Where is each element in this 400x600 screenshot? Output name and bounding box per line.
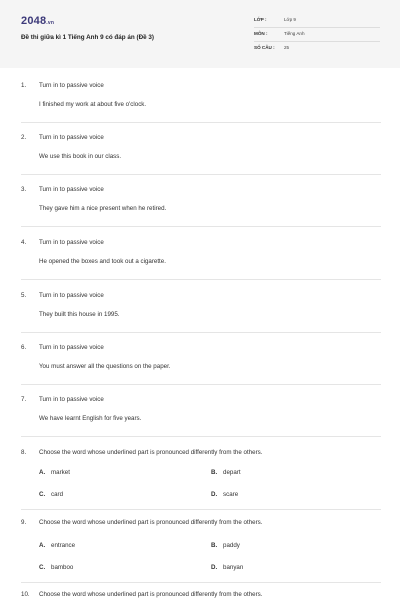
option-text: depart [223, 469, 241, 476]
option-letter: C. [39, 491, 46, 498]
question-number: 5. [21, 292, 27, 299]
question-sentence: We have learnt English for five years. [39, 415, 142, 422]
option-letter: A. [39, 542, 46, 549]
option-text: scare [223, 491, 239, 498]
exam-title: Đề thi giữa kì 1 Tiếng Anh 9 có đáp án (Đề 3) [21, 34, 154, 41]
question-number: 8. [21, 449, 27, 456]
option-text: market [51, 469, 70, 476]
meta-subject-label: MÔN : [254, 31, 268, 36]
question-prompt: Choose the word whose underlined part is pronounced differently from the others. [39, 519, 263, 526]
logo-sub: .vn [46, 20, 55, 26]
option-d[interactable] [211, 564, 243, 571]
question-prompt: Turn in to passive voice [39, 292, 104, 299]
option-d[interactable] [211, 491, 238, 498]
question-number: 4. [21, 239, 27, 246]
question-number: 10. [21, 591, 30, 598]
option-a[interactable] [39, 542, 75, 549]
question-sentence: He opened the boxes and took out a cigarette. [39, 258, 166, 265]
option-letter: D. [211, 491, 218, 498]
option-text: bamboo [51, 564, 74, 571]
option-letter: B. [211, 542, 218, 549]
divider [21, 436, 381, 437]
option-text: entrance [51, 542, 76, 549]
question-number: 7. [21, 396, 27, 403]
option-b[interactable] [211, 542, 240, 549]
meta-class-row [254, 14, 380, 28]
question-sentence: We use this book in our class. [39, 153, 122, 160]
question-sentence: You must answer all the questions on the paper. [39, 363, 171, 370]
option-b[interactable] [211, 469, 241, 476]
meta-count-row [254, 42, 380, 55]
divider [21, 509, 381, 510]
question-number: 1. [21, 82, 27, 89]
divider [21, 332, 381, 333]
option-text: card [51, 491, 64, 498]
meta-count-label: SỐ CÂU : [254, 45, 275, 50]
divider [21, 279, 381, 280]
question-prompt: Turn in to passive voice [39, 396, 104, 403]
question-number: 2. [21, 134, 27, 141]
divider [21, 384, 381, 385]
option-c[interactable] [39, 564, 73, 571]
question-number: 3. [21, 186, 27, 193]
question-prompt: Choose the word whose underlined part is pronounced differently from the others. [39, 591, 263, 598]
logo-main: 2048 [21, 15, 47, 27]
header [0, 0, 400, 68]
option-a[interactable] [39, 469, 70, 476]
question-number: 6. [21, 344, 27, 351]
meta-class-label: LỚP : [254, 17, 267, 22]
question-sentence: They gave him a nice present when he retired. [39, 205, 167, 212]
option-text: paddy [223, 542, 240, 549]
question-prompt: Turn in to passive voice [39, 344, 104, 351]
meta-subject-value: Tiếng Anh [284, 31, 305, 36]
question-number: 9. [21, 519, 27, 526]
question-prompt: Turn in to passive voice [39, 239, 104, 246]
site-logo[interactable] [21, 15, 54, 27]
divider [21, 122, 381, 123]
question-prompt: Turn in to passive voice [39, 186, 104, 193]
option-letter: D. [211, 564, 218, 571]
option-text: banyan [223, 564, 244, 571]
meta-count-value: 25 [284, 45, 290, 50]
question-prompt: Turn in to passive voice [39, 134, 104, 141]
meta-subject-row [254, 28, 380, 42]
meta-class-value: Lớp 9 [284, 17, 296, 22]
question-sentence: They built this house in 1995. [39, 311, 120, 318]
question-sentence: I finished my work at about five o'clock. [39, 101, 147, 108]
question-prompt: Turn in to passive voice [39, 82, 104, 89]
question-prompt: Choose the word whose underlined part is pronounced differently from the others. [39, 449, 263, 456]
divider [21, 174, 381, 175]
option-letter: B. [211, 469, 218, 476]
divider [21, 226, 381, 227]
option-letter: A. [39, 469, 46, 476]
option-letter: C. [39, 564, 46, 571]
option-c[interactable] [39, 491, 63, 498]
divider [21, 582, 381, 583]
